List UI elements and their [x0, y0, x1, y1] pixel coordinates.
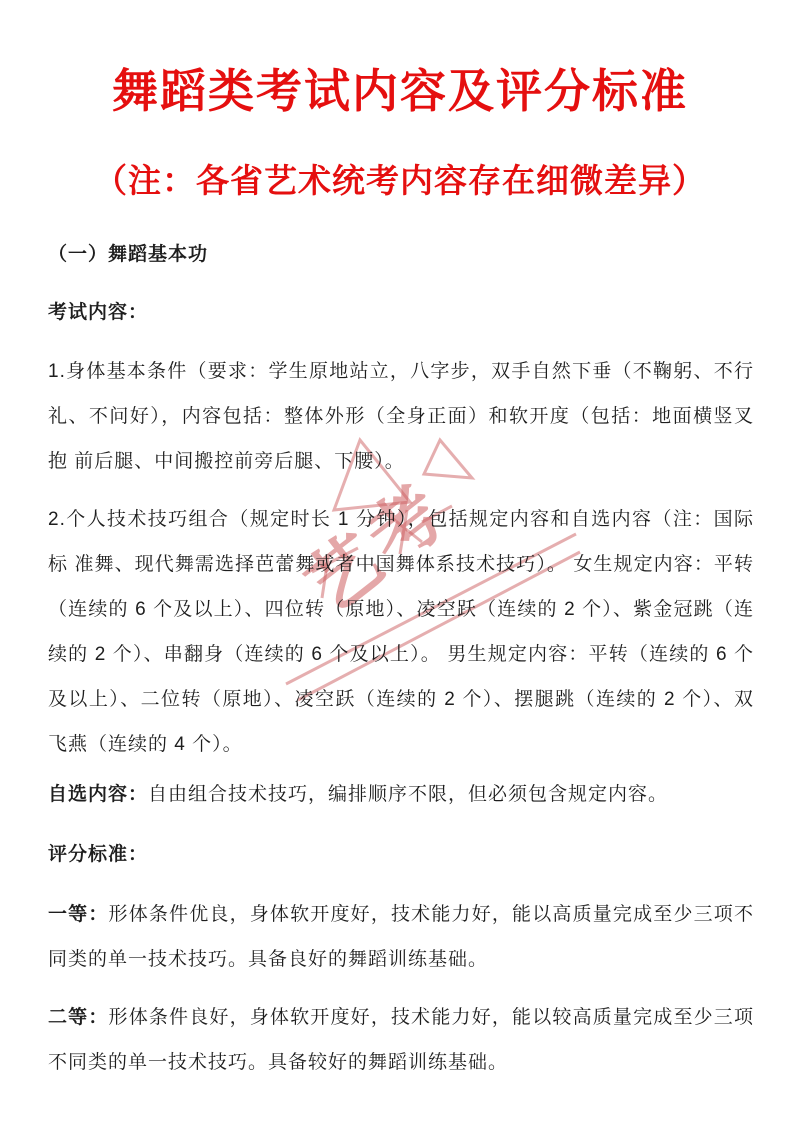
grade-one-text: 形体条件优良，身体软开度好，技术能力好，能以高质量完成至少三项不同类的单一技术技巧。具备良好的舞蹈训练基础。	[48, 904, 754, 970]
scoring-criteria-heading: 评分标准：	[48, 844, 149, 865]
watermark-text: 艺考	[291, 468, 464, 629]
paragraph-body-basic-condition: 1.身体基本条件（要求：学生原地站立，八字步，双手自然下垂（不鞠躬、不行礼、不问好），内容包括：整体外形（全身正面）和软开度（包括：地面横竖叉抱 前后腿、中间搬控前旁后腿、下腰）。	[48, 361, 754, 472]
grade-two-text: 形体条件良好，身体软开度好，技术能力好，能以较高质量完成至少三项不同类的单一技术技巧。具备较好的舞蹈训练基础。	[48, 1007, 754, 1073]
paragraph-grade-two	[48, 995, 754, 1085]
grade-one-label: 一等：	[48, 904, 109, 925]
paragraph-technique-combination: 2.个人技术技巧组合（规定时长 1 分钟），包括规定内容和自选内容（注：国际标 准舞、现代舞需选择芭蕾舞或者中国舞体系技术技巧）。 女生规定内容：平转（连续的 6 个及以上）、四位转（原地）、凌空跃（连续的 2 个）、紫金冠跳（连续的 2 个）、串翻身（连续的 6 个及以上）。 男生规定内容：平转（连续的 6 个及以上）、二位转（原地）、凌空跃（连续的 2 个）、摆腿跳（连续的 2 个）、双飞燕（连续的 4 个）。	[48, 509, 754, 755]
page-title: 舞蹈类考试内容及评分标准	[112, 65, 688, 117]
exam-content-heading: 考试内容：	[48, 302, 149, 323]
paragraph-grade-one	[48, 892, 754, 982]
optional-content-label: 自选内容：	[48, 784, 149, 805]
grade-two-label: 二等：	[48, 1007, 109, 1028]
optional-content-text: 自由组合技术技巧，编排顺序不限，但必须包含规定内容。	[148, 784, 669, 805]
page-subtitle: （注：各省艺术统考内容存在细微差异）	[94, 162, 706, 199]
paragraph-optional-content	[48, 772, 754, 817]
section-heading-basic-skills: （一）舞蹈基本功	[48, 244, 209, 265]
